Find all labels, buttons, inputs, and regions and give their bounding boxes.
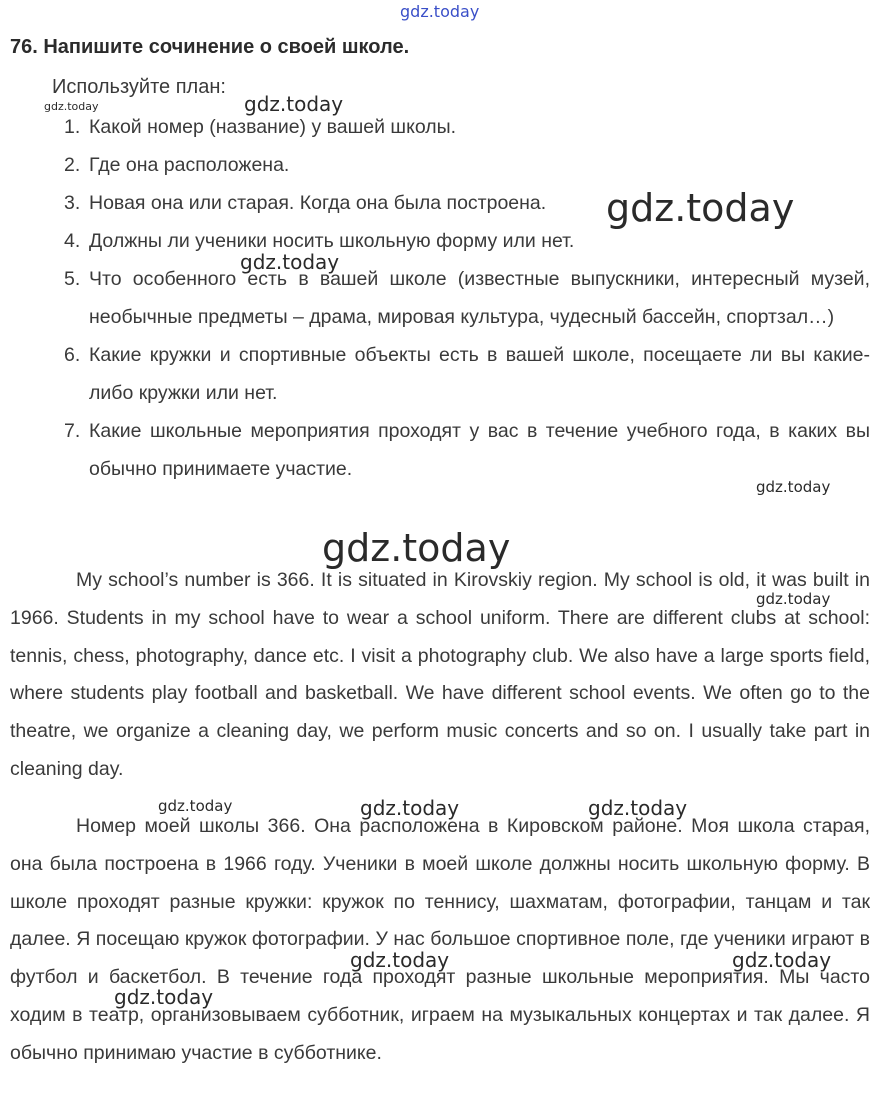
watermark: gdz.today <box>240 250 340 274</box>
watermark: gdz.today <box>606 186 795 230</box>
plan-item-number: 4. <box>64 230 81 252</box>
watermark: gdz.today <box>588 796 688 820</box>
plan-item-text: Какие школьные мероприятия проходят у вас в течение учебного года, в каких вы обычно принимаете участие. <box>89 420 870 480</box>
watermark: gdz.today <box>244 92 344 116</box>
plan-item-number: 2. <box>64 154 81 176</box>
plan-item-number: 3. <box>64 192 81 214</box>
plan-list <box>64 108 870 488</box>
plan-item-number: 7. <box>64 420 81 442</box>
watermark: gdz.today <box>756 590 831 608</box>
plan-item-text: Где она расположена. <box>89 154 290 176</box>
plan-item-text: Новая она или старая. Когда она была построена. <box>89 192 547 214</box>
plan-intro: Используйте план: <box>52 76 226 98</box>
watermark: gdz.today <box>732 948 832 972</box>
watermark: gdz.today <box>350 948 450 972</box>
plan-item-text: Должны ли ученики носить школьную форму или нет. <box>89 230 575 252</box>
watermark: gdz.today <box>756 478 831 496</box>
plan-item <box>64 336 870 412</box>
plan-item-text: Какой номер (название) у вашей школы. <box>89 116 457 138</box>
plan-item <box>64 184 870 222</box>
plan-item-number: 1. <box>64 116 81 138</box>
watermark: gdz.today <box>44 100 99 113</box>
plan-item <box>64 260 870 336</box>
plan-item <box>64 108 870 146</box>
watermark: gdz.today <box>322 526 511 570</box>
watermark: gdz.today <box>158 797 233 815</box>
plan-item <box>64 222 870 260</box>
plan-item-text: Что особенного есть в вашей школе (известные выпускники, интересный музей, необычные предметы – драма, мировая культура, чудесный бассейн, спортзал…) <box>89 268 870 328</box>
plan-item-number: 5. <box>64 268 81 290</box>
watermark-top: gdz.today <box>400 2 480 21</box>
watermark: gdz.today <box>114 985 214 1009</box>
task-title: 76. Напишите сочинение о своей школе. <box>10 36 410 58</box>
plan-item <box>64 412 870 488</box>
watermark: gdz.today <box>360 796 460 820</box>
plan-item-number: 6. <box>64 344 81 366</box>
plan-item <box>64 146 870 184</box>
essay-english: My school’s number is 366. It is situated in Kirovskiy region. My school is old, it was built in 1966. Students in my school have to wear a school uniform. There are different clubs at school: tennis, chess, photography, dance etc. I visit a photography club. We also have a large sports field, where students play football and basketball. We have different school events. We often go to the theatre, we organize a cleaning day, we perform music concerts and so on. I usually take part in cleaning day. <box>10 569 870 780</box>
plan-item-text: Какие кружки и спортивные объекты есть в вашей школе, посещаете ли вы какие-либо кружки или нет. <box>89 344 870 404</box>
essay-russian: Номер моей школы 366. Она расположена в Кировском районе. Моя школа старая, она была построена в 1966 году. Ученики в моей школе должны носить школьную форму. В школе проходят разные кружки: кружок по теннису, шахматам, фотографии, танцам и так далее. Я посещаю кружок фотографии. У нас большое спортивное поле, где ученики играют в футбол и баскетбол. В течение года проходят разные школьные мероприятия. Мы часто ходим в театр, организовываем субботник, играем на музыкальных концертах и так далее. Я обычно принимаю участие в субботнике. <box>10 815 870 1064</box>
